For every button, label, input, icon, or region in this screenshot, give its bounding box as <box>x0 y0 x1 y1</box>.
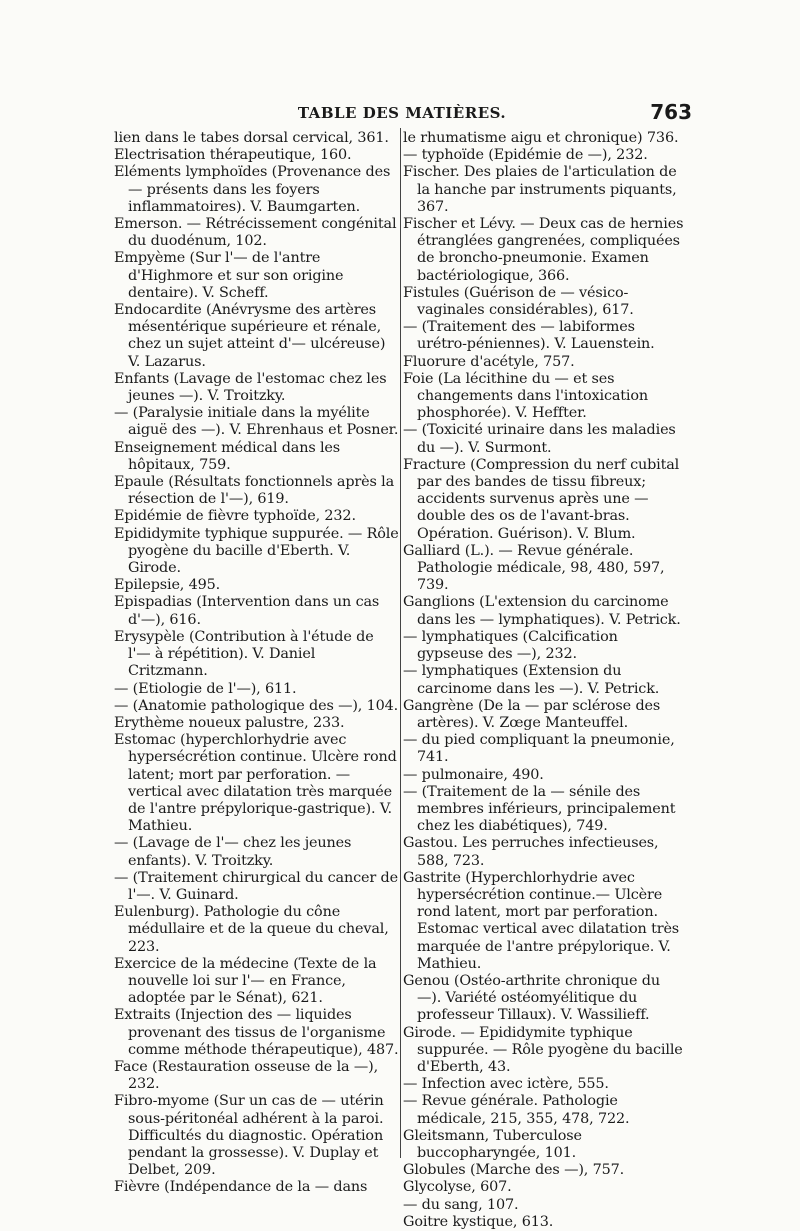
index-entry: Goitre kystique, 613. <box>403 1213 554 1230</box>
index-entry: — pulmonaire, 490. <box>403 766 544 783</box>
index-entry: lien dans le tabes dorsal cervical, 361. <box>114 130 389 146</box>
index-entry: — (Etiologie de l'—), 611. <box>114 680 297 697</box>
index-entry: Galliard (L.). — Revue générale. Pathologie médicale, 98, 480, 597, 739. <box>403 542 665 594</box>
index-column-right <box>403 130 688 1231</box>
index-entry: — (Paralysie initiale dans la myélite aiguë des —). V. Ehrenhaus et Posner. <box>114 405 399 439</box>
index-entry: Fièvre (Indépendance de la — dans <box>114 1179 368 1196</box>
index-entry: — (Toxicité urinaire dans les maladies du —). V. Surmont. <box>403 422 676 456</box>
index-entry: — typhoïde (Epidémie de —), 232. <box>403 147 648 164</box>
index-entry: Epaule (Résultats fonctionnels après la résection de l'—), 619. <box>114 474 395 508</box>
index-entry: Epididymite typhique suppurée. — Rôle pyogène du bacille d'Eberth. V. Girode. <box>114 525 399 577</box>
index-entry: Globules (Marche des —), 757. <box>403 1162 625 1179</box>
index-entry: Fischer. Des plaies de l'articulation de la hanche par instruments piquants, 367. <box>403 164 677 215</box>
index-entry: Gangrène (De la — par sclérose des artères). V. Zœge Manteuffel. <box>403 697 661 731</box>
index-entry: — (Traitement des — labiformes urétro-péniennes). V. Lauenstein. <box>403 319 655 353</box>
index-entry: — Infection avec ictère, 555. <box>403 1076 609 1093</box>
index-entry: Electrisation thérapeutique, 160. <box>114 147 352 164</box>
index-entry: Gastrite (Hyperchlorhydrie avec hypersécrétion continue.— Ulcère rond latent, mort par perforation. Estomac vertical avec dilatation très marquée de l'antre prépylorique. V. Mathieu. <box>403 869 680 972</box>
index-entry: — (Traitement de la — sénile des membres inférieurs, principalement chez les diabétiques), 749. <box>403 783 676 835</box>
index-entry: Emerson. — Rétrécissement congénital du duodénum, 102. <box>114 216 397 250</box>
index-entry: — lymphatiques (Extension du carcinome dans les —). V. Petrick. <box>403 663 660 697</box>
index-entry: Gastou. Les perruches infectieuses, 588, 723. <box>403 835 659 869</box>
index-entry: Eléments lymphoïdes (Provenance des — présents dans les foyers inflammatoires). V. Baumgarten. <box>114 164 391 215</box>
column-divider <box>400 128 401 1158</box>
index-entry: Estomac (hyperchlorhydrie avec hypersécrétion continue. Ulcère rond latent; mort par perforation. — vertical avec dilatation très marquée de l'antre prépylorique-gastrique). V. Mathieu. <box>114 732 397 835</box>
index-entry: Epispadias (Intervention dans un cas d'—), 616. <box>114 594 380 628</box>
index-entry: Exercice de la médecine (Texte de la nouvelle loi sur l'— en France, adoptée par le Sénat), 621. <box>114 955 377 1007</box>
index-entry: — du pied compliquant la pneumonie, 741. <box>403 732 675 766</box>
index-entry: — Revue générale. Pathologie médicale, 215, 355, 478, 722. <box>403 1093 630 1127</box>
index-entry: Gleitsmann, Tuberculose buccopharyngée, 101. <box>403 1127 582 1161</box>
index-entry: Erythème noueux palustre, 233. <box>114 714 345 731</box>
index-entry: Face (Restauration osseuse de la —), 232. <box>114 1058 379 1093</box>
index-entry: Fracture (Compression du nerf cubital par des bandes de tissu fibreux; accidents survenus après une — double des os de l'avant-bras. Opération. Guérison). V. Blum. <box>403 456 680 542</box>
index-entry: — (Traitement chirurgical du cancer de l'—. V. Guinard. <box>114 869 398 903</box>
index-entry: — du sang, 107. <box>403 1196 519 1213</box>
page-number: 763 <box>650 100 692 124</box>
index-entry: Fibro-myome (Sur un cas de — utérin sous-péritonéal adhérent à la paroi. Difficultés du diagnostic. Opération pendant la grossesse). V. Duplay et Delbet, 209. <box>114 1093 384 1179</box>
index-column-left <box>114 130 399 1197</box>
index-entry: Fistules (Guérison de — vésico-vaginales considérables), 617. <box>403 284 634 319</box>
index-entry: Epilepsie, 495. <box>114 577 221 594</box>
index-entry: Erysypèle (Contribution à l'étude de l'— à répétition). V. Daniel Critzmann. <box>114 628 374 680</box>
index-entry: Extraits (Injection des — liquides provenant des tissus de l'organisme comme méthode thérapeutique), 487. <box>114 1007 399 1058</box>
index-entry: Girode. — Epididymite typhique suppurée. — Rôle pyogène du bacille d'Eberth, 43. <box>403 1024 683 1075</box>
index-entry: Epidémie de fièvre typhoïde, 232. <box>114 508 356 525</box>
index-entry: Eulenburg). Pathologie du cône médullaire et de la queue du cheval, 223. <box>114 904 389 955</box>
index-entry: Enseignement médical dans les hôpitaux, 759. <box>114 439 341 473</box>
index-entry: Fischer et Lévy. — Deux cas de hernies étranglées gangrenées, compliquées de broncho-pneumonie. Examen bactériologique, 366. <box>403 216 684 284</box>
index-entry: Glycolyse, 607. <box>403 1179 512 1196</box>
page-header <box>112 100 692 126</box>
index-entry: Genou (Ostéo-arthrite chronique du —). Variété ostéomyélitique du professeur Tillaux). V. Wassilieff. <box>403 972 660 1024</box>
index-entry: — (Anatomie pathologique des —), 104. <box>114 697 399 714</box>
index-entry: Empyème (Sur l'— de l'antre d'Highmore et sur son origine dentaire). V. Scheff. <box>114 250 344 301</box>
index-entry: Fluorure d'acétyle, 757. <box>403 353 575 370</box>
index-entry: le rhumatisme aigu et chronique) 736. <box>403 130 679 146</box>
index-entry: Enfants (Lavage de l'estomac chez les jeunes —). V. Troitzky. <box>114 370 387 405</box>
index-entry: Endocardite (Anévrysme des artères mésentérique supérieure et rénale, chez un sujet atteint d'— ulcéreuse) V. Lazarus. <box>114 302 386 370</box>
index-entry: — (Lavage de l'— chez les jeunes enfants). V. Troitzky. <box>114 835 352 869</box>
index-entry: Foie (La lécithine du — et ses changements dans l'intoxication phosphorée). V. Heffter. <box>403 370 648 422</box>
index-entry: Ganglions (L'extension du carcinome dans les — lymphatiques). V. Petrick. <box>403 594 681 628</box>
index-entry: — lymphatiques (Calcification gypseuse des —), 232. <box>403 628 618 663</box>
running-title: TABLE DES MATIÈRES. <box>297 104 507 122</box>
